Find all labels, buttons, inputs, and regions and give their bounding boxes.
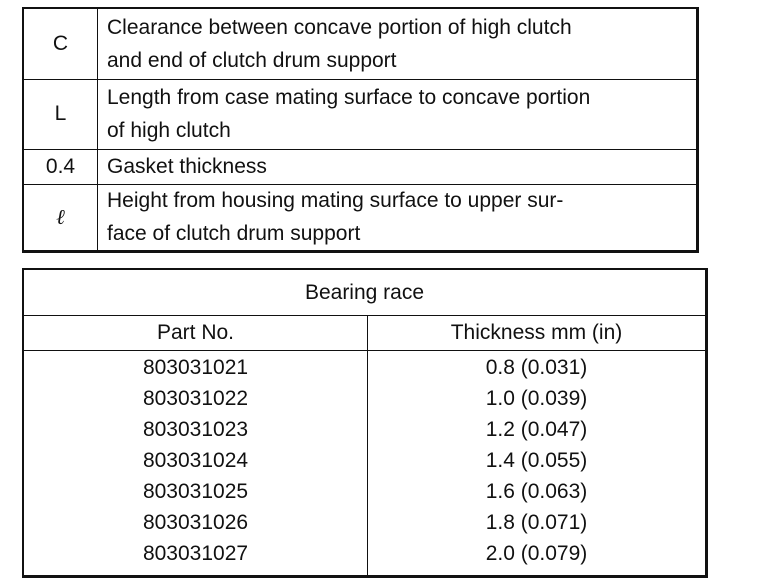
table-body [24, 350, 705, 575]
symbol-legend-table [22, 7, 699, 253]
part-no-column [24, 350, 368, 575]
part-no-cell: 803031022 [142, 387, 249, 410]
thickness-cell: 1.0 (0.039) [485, 387, 588, 410]
legend-symbol: 0.4 [24, 149, 98, 184]
part-no-cell: 803031023 [142, 418, 249, 441]
bearing-race-table [22, 268, 708, 578]
thickness-cell: 0.8 (0.031) [485, 356, 588, 379]
legend-symbol: L [24, 79, 98, 149]
part-no-cell: 803031027 [142, 542, 249, 565]
thickness-cell: 1.6 (0.063) [485, 480, 588, 503]
thickness-cell: 2.0 (0.079) [485, 542, 588, 565]
legend-description: Gasket thickness [107, 155, 267, 178]
thickness-cell: 1.8 (0.071) [485, 511, 588, 534]
part-no-cell: 803031024 [142, 449, 249, 472]
header-part-no: Part No. [24, 315, 368, 350]
legend-row-gasket [24, 149, 696, 185]
part-no-cell: 803031026 [142, 511, 249, 534]
legend-symbol: C [24, 9, 98, 79]
thickness-cell: 1.2 (0.047) [485, 418, 588, 441]
table-header-row [24, 315, 705, 351]
legend-description: Height from housing mating surface to upper sur- face of clutch drum support [107, 189, 564, 245]
legend-symbol: ℓ [24, 184, 98, 250]
part-no-cell: 803031021 [142, 356, 249, 379]
header-thickness: Thickness mm (in) [450, 320, 623, 344]
part-no-cell: 803031025 [142, 480, 249, 503]
legend-description: Clearance between concave portion of high clutch and end of clutch drum support [107, 16, 572, 72]
legend-row-c [24, 9, 696, 80]
legend-row-height [24, 184, 696, 250]
thickness-column [368, 350, 705, 575]
legend-description: Length from case mating surface to concave portion of high clutch [107, 86, 591, 142]
thickness-cell: 1.4 (0.055) [485, 449, 588, 472]
table-title: Bearing race [24, 270, 705, 316]
legend-row-l [24, 79, 696, 150]
